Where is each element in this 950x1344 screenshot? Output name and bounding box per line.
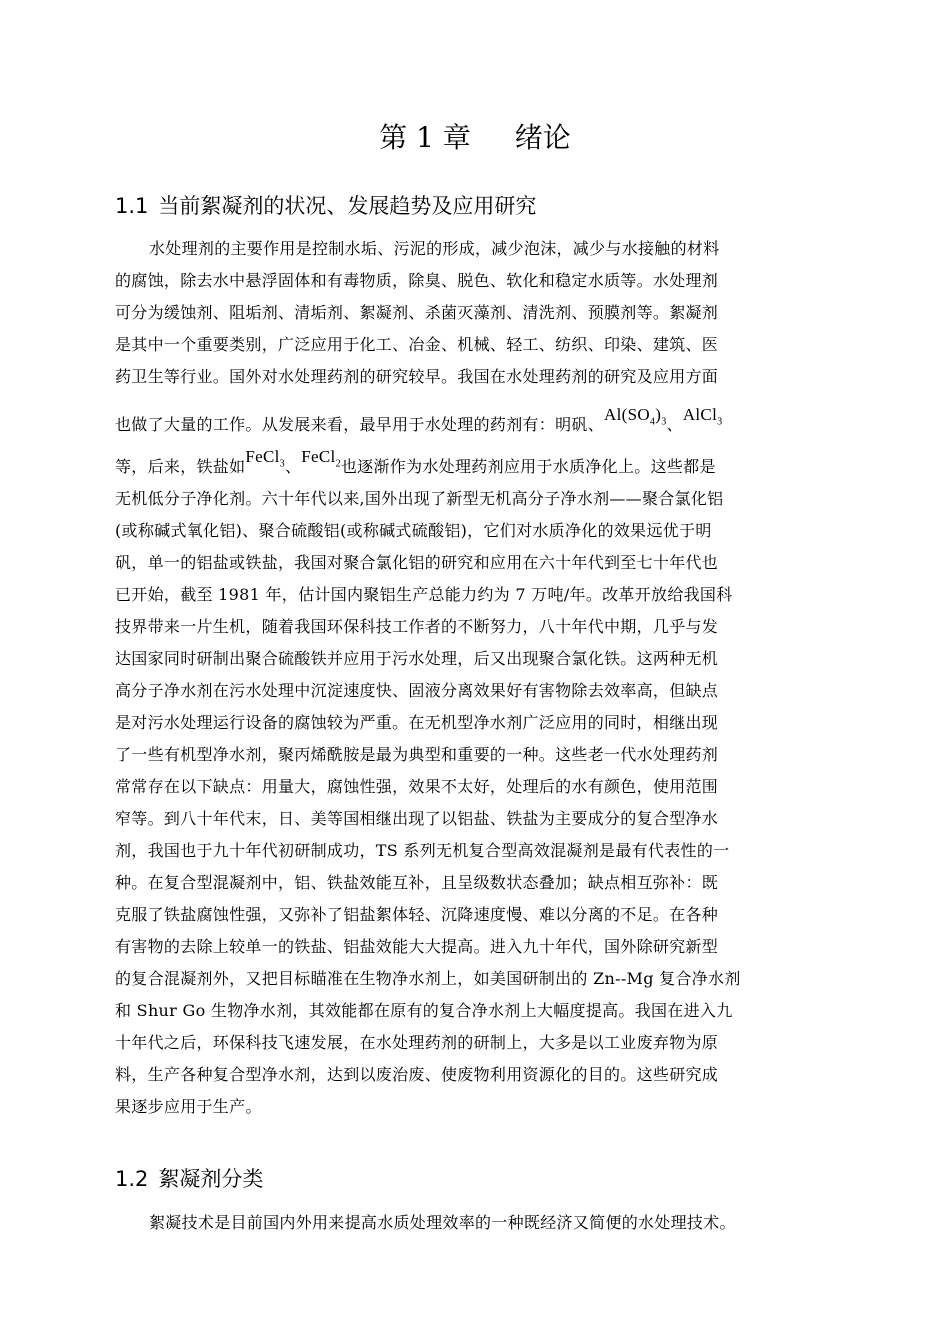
formula-part: FeCl xyxy=(301,447,336,466)
formula-part: FeCl xyxy=(245,447,280,466)
section-number: 1.2 xyxy=(115,1167,149,1191)
line-text: 也做了大量的工作。从发展来看，最早用于水处理的药剂有：明矾、 xyxy=(115,415,605,434)
section-heading-1-2 xyxy=(115,1163,263,1195)
paragraph-line: 技界带来一片生机，随着我国环保科技工作者的不断努力，八十年代中期，几乎与发 xyxy=(115,617,719,636)
formula-subscript: 3 xyxy=(717,416,723,428)
paragraph-line: 料，生产各种复合型净水剂，达到以废治废、使废物利用资源化的目的。这些研究成 xyxy=(115,1065,719,1084)
formula-fecl3 xyxy=(245,447,285,470)
formula-subscript: 3 xyxy=(279,458,285,470)
formula-part: AlCl xyxy=(682,405,718,424)
chapter-title xyxy=(0,116,950,160)
paragraph-line: 药卫生等行业。国外对水处理药剂的研究较早。我国在水处理药剂的研究及应用方面 xyxy=(115,367,719,386)
paragraph-line: 无机低分子净化剂。六十年代以来,国外出现了新型无机高分子净水剂——聚合氯化铝 xyxy=(115,489,724,508)
paragraph-line: 的腐蚀，除去水中悬浮固体和有毒物质，除臭、脱色、软化和稳定水质等。水处理剂 xyxy=(115,271,719,290)
formula-subscript: 3 xyxy=(661,416,667,428)
line-text: 也逐渐作为水处理药剂应用于水质净化上。这些都是 xyxy=(340,457,716,476)
paragraph-line: 常常存在以下缺点：用量大，腐蚀性强，效果不太好，处理后的水有颜色，使用范围 xyxy=(115,777,719,796)
paragraph-line: 剂，我国也于九十年代初研制成功，TS 系列无机复合型高效混凝剂是最有代表性的一 xyxy=(115,841,730,860)
formula-subscript: 2 xyxy=(335,458,341,470)
section-title: 絮凝剂分类 xyxy=(158,1167,264,1191)
paragraph-line: (或称碱式氧化铝)、聚合硫酸铝(或称碱式硫酸铝)，它们对水质净化的效果远优于明 xyxy=(115,521,712,540)
paragraph-line: 是对污水处理运行设备的腐蚀较为严重。在无机型净水剂广泛应用的同时，相继出现 xyxy=(115,713,719,732)
paragraph-line: 的复合混凝剂外，又把目标瞄准在生物净水剂上，如美国研制出的 Zn--Mg 复合净水剂 xyxy=(115,969,741,988)
paragraph-line: 可分为缓蚀剂、阻垢剂、清垢剂、絮凝剂、杀菌灭藻剂、清洗剂、预膜剂等。絮凝剂 xyxy=(115,303,719,322)
paragraph-line-with-formulas xyxy=(115,405,723,448)
paragraph-line: 已开始，截至 1981 年，估计国内聚铝生产总能力约为 7 万吨/年。改革开放给我国科 xyxy=(115,585,733,604)
chapter-name: 绪论 xyxy=(514,121,571,154)
paragraph-line: 水处理剂的主要作用是控制水垢、污泥的形成，减少泡沫，减少与水接触的材料 xyxy=(149,239,720,258)
separator: 、 xyxy=(666,415,683,434)
paragraph-line: 了一些有机型净水剂，聚丙烯酰胺是最为典型和重要的一种。这些老一代水处理药剂 xyxy=(115,745,719,764)
separator: 、 xyxy=(284,457,302,476)
paragraph-line: 达国家同时研制出聚合硫酸铁并应用于污水处理，后又出现聚合氯化铁。这两种无机 xyxy=(115,649,719,668)
paragraph-line: 高分子净水剂在污水处理中沉淀速度快、固液分离效果好有害物除去效率高，但缺点 xyxy=(115,681,719,700)
paragraph-line: 和 Shur Go 生物净水剂，其效能都在原有的复合净水剂上大幅度提高。我国在进入九 xyxy=(115,1001,733,1020)
formula-al-so4-3 xyxy=(604,405,667,428)
paragraph-line: 克服了铁盐腐蚀性强，又弥补了铝盐絮体轻、沉降速度慢、难以分离的不足。在各种 xyxy=(115,905,719,924)
section-heading-1-1 xyxy=(115,190,536,222)
paragraph-line: 矾，单一的铝盐或铁盐，我国对聚合氯化铝的研究和应用在六十年代到至七十年代也 xyxy=(115,553,719,572)
paragraph-line: 是其中一个重要类别，广泛应用于化工、冶金、机械、轻工、纺织、印染、建筑、医 xyxy=(115,335,719,354)
paragraph-line: 有害物的去除上较单一的铁盐、铝盐效能大大提高。进入九十年代，国外除研究新型 xyxy=(115,937,719,956)
paragraph-line: 种。在复合型混凝剂中，铝、铁盐效能互补，且呈级数状态叠加；缺点相互弥补：既 xyxy=(115,873,719,892)
paragraph-line: 絮凝技术是目前国内外用来提高水质处理效率的一种既经济又简便的水处理技术。 xyxy=(149,1213,736,1232)
chapter-number: 第 1 章 xyxy=(379,121,471,154)
formula-part: Al(SO xyxy=(604,405,650,424)
paragraph-line: 窄等。到八十年代末，日、美等国相继出现了以铝盐、铁盐为主要成分的复合型净水 xyxy=(115,809,719,828)
paragraph-line: 十年代之后，环保科技飞速发展，在水处理药剂的研制上，大多是以工业废弃物为原 xyxy=(115,1033,719,1052)
section-number: 1.1 xyxy=(115,194,149,218)
paragraph-line: 果逐步应用于生产。 xyxy=(115,1097,262,1116)
formula-subscript: 4 xyxy=(649,416,656,428)
formula-part: ) xyxy=(655,405,662,424)
formula-fecl2 xyxy=(301,447,341,470)
section-title: 当前絮凝剂的状况、发展趋势及应用研究 xyxy=(158,194,537,218)
line-text: 等，后来，铁盐如 xyxy=(115,457,246,476)
formula-alcl3 xyxy=(682,405,723,428)
